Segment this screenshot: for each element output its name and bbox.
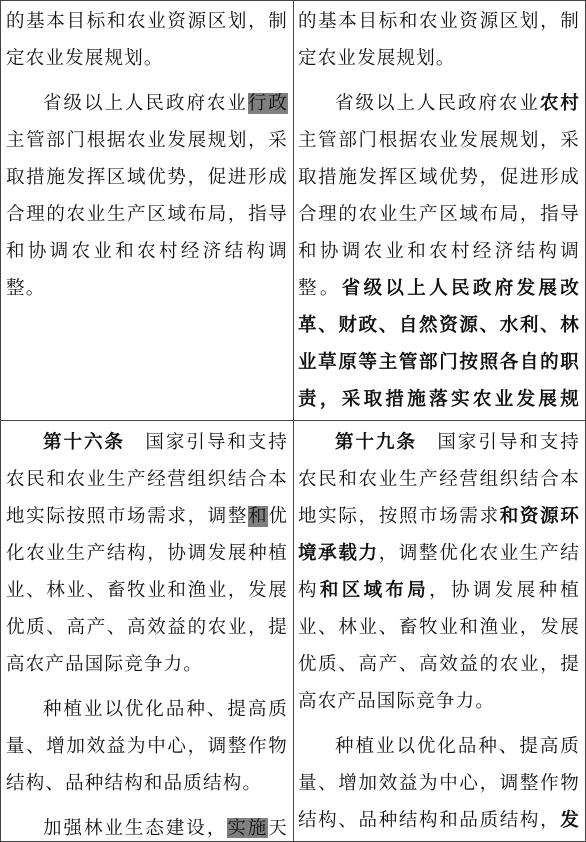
row2-left-paragraph-3 xyxy=(6,810,288,838)
bold-added-text: 农村 xyxy=(539,93,580,114)
bold-added-text: 省级以上人民政府发展改革、财政、自然资源、水利、林业草原等主管部门按照各自的职责，采取措施落实农业发展规 xyxy=(298,278,580,410)
article-number: 第十六条 xyxy=(43,432,125,453)
row1-new-text-cell xyxy=(298,3,580,417)
row1-left-p2-text-a: 省级以上人民政府农业 xyxy=(43,93,248,114)
row2-left-p1-text-b: 优化农业生产结构，协调发展种植业、林业、畜牧业和渔业，发展优质、高产、高效益的农业，提高农产品国际竞争力。 xyxy=(6,506,288,675)
row1-right-paragraph-2 xyxy=(298,85,580,417)
bold-added-text: 发 xyxy=(560,810,580,831)
row2-new-text-cell xyxy=(298,424,580,838)
row2-left-p3-text-b: 天 xyxy=(268,818,288,838)
article-number: 第十九条 xyxy=(335,432,417,453)
row2-right-p1-text-c: ，协调发展种植业、林业、畜牧业和渔业，发展优质、高产、高效益的农业，提高农产品国际竞争力。 xyxy=(298,580,580,712)
row2-old-text-cell xyxy=(6,424,288,838)
row1-left-p2-text-b: 主管部门根据农业发展规划，采取措施发挥区域优势，促进形成合理的农业生产区域布局，指导和协调农业和农村经济结构调整。 xyxy=(6,130,288,299)
table-left-border xyxy=(0,0,1,842)
row1-right-p2-text-b: 主管部门根据农业发展规划，采取措施发挥区域优势，促进形成合理的农业生产区域布局，指导和协调农业和农村经济结构调整。 xyxy=(298,130,580,299)
row1-right-p2-text-a: 省级以上人民政府农业 xyxy=(335,93,540,114)
row2-right-p1-text-a: 国家引导和支持农民和农业生产经营组织结合本地实际，按照市场需求 xyxy=(298,432,580,527)
bold-added-text: 和区域布局 xyxy=(319,580,430,601)
highlighted-deleted-text: 实施 xyxy=(227,818,269,838)
highlighted-deleted-text: 行政 xyxy=(247,93,288,114)
row2-right-paragraph-2 xyxy=(298,728,580,838)
row1-old-text-cell xyxy=(6,3,288,417)
row1-right-paragraph-1: 的基本目标和农业资源区划，制定农业发展规划。 xyxy=(298,11,580,69)
row2-left-paragraph-2: 种植业以优化品种、提高质量、增加效益为中心，调整作物结构、品种结构和品质结构。 xyxy=(6,699,288,794)
row2-right-p1-text-b: ，调整优化农业生产结构 xyxy=(298,543,580,601)
row2-right-p2-text-a: 种植业以优化品种、提高质量、增加效益为中心，调整作物结构、品种结构和品质结构， xyxy=(298,736,580,831)
row1-left-paragraph-2 xyxy=(6,85,288,307)
highlighted-deleted-text: 和 xyxy=(248,506,269,527)
bold-added-text: 和资源环境承载力 xyxy=(298,506,580,564)
row2-left-p1-text-a: 国家引导和支持农民和农业生产经营组织结合本地实际按照市场需求，调整 xyxy=(6,432,288,527)
column-divider xyxy=(293,0,294,842)
row2-left-p3-text-a: 加强林业生态建设， xyxy=(43,818,228,838)
row1-left-paragraph-1: 的基本目标和农业资源区划，制定农业发展规划。 xyxy=(6,11,288,69)
row2-right-paragraph-1 xyxy=(298,424,580,720)
row2-left-paragraph-1 xyxy=(6,424,288,683)
